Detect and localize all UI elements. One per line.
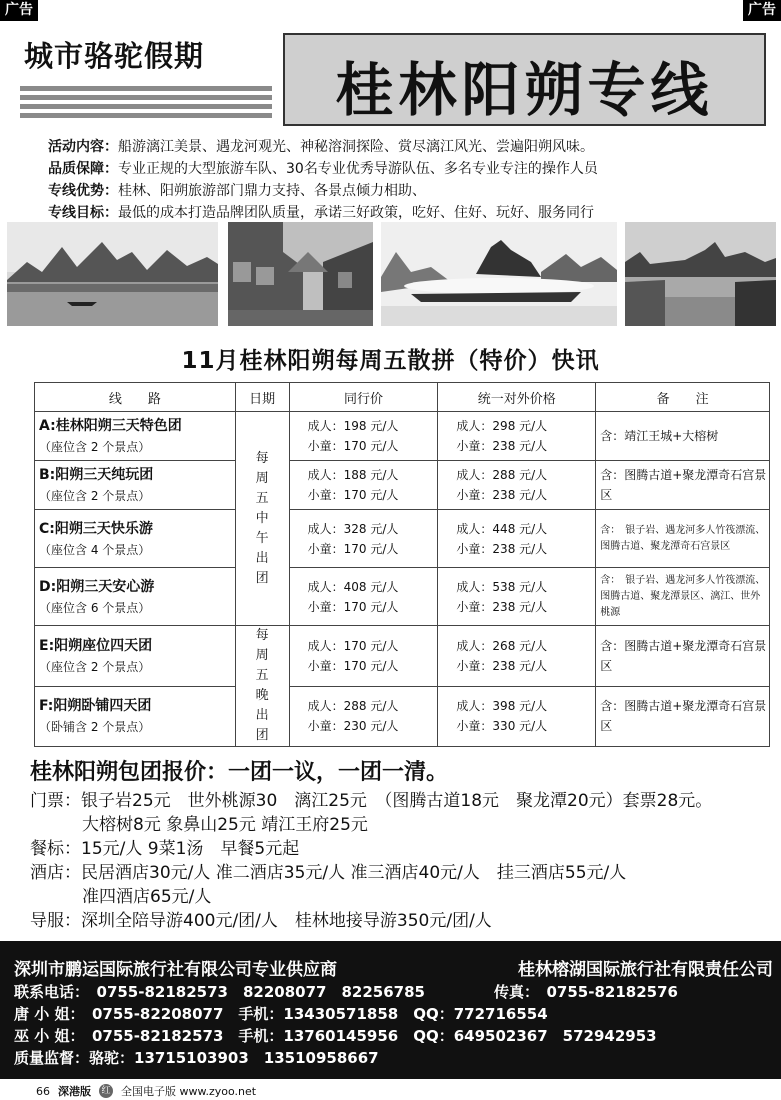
route-cell: [35, 412, 236, 461]
table-row: [35, 412, 770, 461]
route-name: D:阳朔三天安心游: [39, 578, 155, 595]
brand-block: [20, 34, 272, 126]
route-sub: （座位含 2 个景点）: [39, 659, 151, 674]
feature-label: 品质保障：: [48, 161, 118, 177]
news-title: 11月桂林阳朔每周五散拼（特价）快讯: [181, 348, 600, 374]
route-cell: [35, 461, 236, 510]
route-sub: （座位含 4 个景点）: [39, 542, 151, 557]
page-footer: [36, 1083, 256, 1099]
retail-price-cell: [438, 510, 596, 568]
package-line-tickets: 门票：银子岩25元 世外桃源30 漓江25元 （图腾古道18元 聚龙潭20元）套票28元。: [30, 791, 713, 811]
note-cell: 含：图腾古道+聚龙潭奇石宫景区: [596, 626, 770, 687]
package-line-hotels-2: 准四酒店65元/人: [82, 887, 212, 907]
photo-li-river-karst: [7, 222, 218, 326]
retail-adult: 成人：298 元/人: [456, 419, 548, 433]
retail-child: 小童：238 元/人: [456, 541, 548, 556]
peer-child: 小童：170 元/人: [307, 658, 399, 673]
contact-quality: 质量监督：骆驼：13715103903 13510958667: [14, 1049, 379, 1067]
route-cell: [35, 626, 236, 687]
site-link[interactable]: 全国电子版 www.zyoo.net: [121, 1085, 257, 1098]
routes-table: [34, 382, 770, 747]
feature-text: 桂林、阳朔旅游部门鼎力支持、各景点倾力相助、: [118, 183, 426, 199]
table-row: [35, 626, 770, 687]
ad-tag-left: 广告: [0, 0, 38, 21]
feature-label: 专线优势：: [48, 183, 118, 199]
peer-child: 小童：170 元/人: [307, 488, 399, 502]
table-row: [35, 568, 770, 626]
brand-name: 城市骆驼假期: [24, 39, 205, 73]
header-retail-price: 统一对外价格: [438, 383, 596, 412]
retail-price-cell: [438, 461, 596, 510]
retail-adult: 成人：538 元/人: [456, 579, 548, 594]
photo-west-street: [228, 222, 373, 326]
retail-price-cell: [438, 686, 596, 747]
feature-label: 专线目标：: [48, 205, 118, 221]
photo-misty-peaks: [381, 222, 617, 326]
feature-text: 最低的成本打造品牌团队质量，承诺三好政策，吃好、住好、玩好、服务同行: [118, 205, 594, 221]
peer-price-cell: [289, 626, 438, 687]
package-line-hotels: 酒店：民居酒店30元/人 准二酒店35元/人 准三酒店40元/人 挂三酒店55元/人: [30, 863, 627, 883]
package-line-tickets-2: 大榕树8元 象鼻山25元 靖江王府25元: [82, 815, 368, 835]
contact-footer: [0, 941, 781, 1079]
note-cell: 含：靖江王城+大榕树: [596, 412, 770, 461]
peer-adult: 成人：170 元/人: [307, 638, 399, 653]
retail-price-cell: [438, 412, 596, 461]
header-peer-price: 同行价: [289, 383, 438, 412]
red-badge-icon: 红: [99, 1084, 113, 1098]
peer-adult: 成人：198 元/人: [307, 419, 399, 433]
header-note: 备 注: [596, 383, 770, 412]
note-cell: 含： 银子岩、遇龙河多人竹筏漂流、图腾古道、聚龙潭景区、漓江、世外桃源: [596, 568, 770, 626]
route-sub: （座位含 6 个景点）: [39, 600, 151, 615]
table-header-row: [35, 383, 770, 412]
peer-price-cell: [289, 461, 438, 510]
retail-child: 小童：238 元/人: [456, 599, 548, 614]
route-cell: [35, 510, 236, 568]
route-cell: [35, 686, 236, 747]
photo-strip: [7, 222, 776, 326]
photo-river-town: [625, 222, 776, 326]
peer-price-cell: [289, 412, 438, 461]
edition-label: 深港版: [58, 1085, 91, 1098]
retail-adult: 成人：288 元/人: [456, 468, 548, 482]
retail-child: 小童：238 元/人: [456, 658, 548, 673]
company-guilin: 桂林榕湖国际旅行社有限责任公司: [518, 960, 773, 980]
retail-adult: 成人：448 元/人: [456, 521, 548, 536]
route-name: A:桂林阳朔三天特色团: [39, 418, 182, 434]
header-date: 日期: [235, 383, 289, 412]
note-cell: 含：图腾古道+聚龙潭奇石宫景区: [596, 686, 770, 747]
retail-adult: 成人：398 元/人: [456, 699, 548, 714]
retail-adult: 成人：268 元/人: [456, 638, 548, 653]
peer-adult: 成人：408 元/人: [307, 579, 399, 594]
peer-child: 小童：170 元/人: [307, 599, 399, 614]
retail-price-cell: [438, 568, 596, 626]
page-number: 66: [36, 1084, 50, 1098]
date-cell-night: [235, 626, 289, 747]
peer-child: 小童：230 元/人: [307, 719, 399, 734]
feature-row: [48, 180, 768, 202]
feature-text: 专业正规的大型旅游车队、30名专业优秀导游队伍、多名专业专注的操作人员: [118, 161, 598, 177]
main-title-box: [283, 33, 766, 126]
peer-child: 小童：170 元/人: [307, 439, 399, 453]
feature-label: 活动内容：: [48, 139, 118, 155]
note-cell: 含：图腾古道+聚龙潭奇石宫景区: [596, 461, 770, 510]
retail-child: 小童：238 元/人: [456, 488, 548, 502]
route-sub: （座位含 2 个景点）: [39, 489, 151, 503]
header-route: 线 路: [35, 383, 236, 412]
date-text: 每周五中午出团: [255, 450, 269, 586]
table-row: [35, 510, 770, 568]
footer-companies: [14, 955, 773, 980]
contact-fax: 传真： 0755-82182576: [494, 983, 678, 1001]
route-name: F:阳朔卧铺四天团: [39, 698, 152, 715]
feature-row: [48, 136, 768, 158]
package-section: [30, 757, 775, 933]
main-title: 桂林阳朔专线: [335, 56, 714, 124]
ad-tag-right: 广告: [743, 0, 781, 21]
table-row: [35, 686, 770, 747]
package-line-meals: 餐标：15元/人 9菜1汤 早餐5元起: [30, 839, 300, 859]
feature-row: [48, 158, 768, 180]
table-row: [35, 461, 770, 510]
route-name: C:阳朔三天快乐游: [39, 520, 153, 537]
peer-adult: 成人：288 元/人: [307, 699, 399, 714]
route-sub: （座位含 2 个景点）: [39, 440, 151, 454]
brand-decor-lines: [20, 86, 272, 122]
features-list: [48, 136, 768, 224]
peer-child: 小童：170 元/人: [307, 541, 399, 556]
date-text: 每周五晚出团: [255, 628, 269, 743]
peer-price-cell: [289, 686, 438, 747]
route-name: E:阳朔座位四天团: [39, 637, 153, 654]
peer-price-cell: [289, 568, 438, 626]
route-name: B:阳朔三天纯玩团: [39, 467, 154, 483]
feature-row: [48, 202, 768, 224]
peer-adult: 成人：328 元/人: [307, 521, 399, 536]
retail-child: 小童：238 元/人: [456, 439, 548, 453]
peer-price-cell: [289, 510, 438, 568]
contact-ms-tang: 唐 小 姐： 0755-82208077 手机：13430571858 QQ：772716554: [14, 1005, 548, 1023]
retail-price-cell: [438, 626, 596, 687]
route-sub: （卧铺含 2 个景点）: [39, 720, 151, 735]
contact-ms-wu: 巫 小 姐： 0755-82182573 手机：13760145956 QQ：649502367 572942953: [14, 1027, 657, 1045]
package-line-guides: 导服：深圳全陪导游400元/团/人 桂林地接导游350元/团/人: [30, 911, 492, 931]
contact-phone: 联系电话： 0755-82182573 82208077 82256785: [14, 983, 425, 1001]
peer-adult: 成人：188 元/人: [307, 468, 399, 482]
route-cell: [35, 568, 236, 626]
note-cell: 含： 银子岩、遇龙河多人竹筏漂流、图腾古道、聚龙潭奇石宫景区: [596, 510, 770, 568]
date-cell-noon: [235, 412, 289, 626]
company-shenzhen: 深圳市鹏运国际旅行社有限公司专业供应商: [14, 960, 337, 980]
package-title: 桂林阳朔包团报价：一团一议，一团一清。: [30, 760, 449, 785]
feature-text: 船游漓江美景、遇龙河观光、神秘溶洞探险、赏尽漓江风光、尝遍阳朔风味。: [118, 139, 594, 155]
retail-child: 小童：330 元/人: [456, 719, 548, 734]
